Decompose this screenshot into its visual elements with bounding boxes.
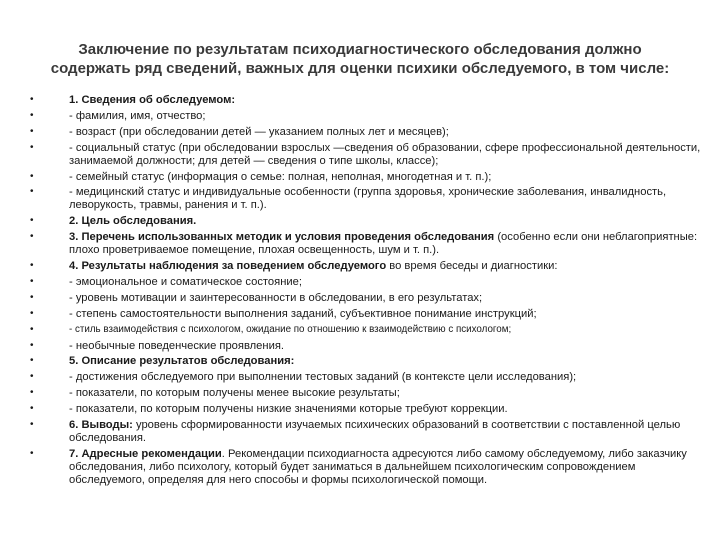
item-text: . Рекомендации психодиагноста адресуются либо самому обследуемому, либо заказчику обследования, либо психологу, который будет заниматься в дальнейшем психологическим сопровождением обследуемого, определяя для него способы и формы психологической помощи. [69,447,687,486]
title-line-1: Заключение по результатам психодиагностического обследования должно [78,41,642,58]
list-item [30,276,702,289]
bullet-icon: • [30,355,34,367]
bullet-icon: • [30,109,34,121]
item-heading: 2. Цель обследования. [69,215,197,228]
item-text: - достижения обследуемого при выполнении тестовых заданий (в контексте цели исследования); [69,371,577,384]
item-heading: 1. Сведения об обследуемом: [69,94,236,106]
bullet-icon: • [30,231,34,243]
list-item [30,231,702,257]
bullet-icon: • [30,186,34,198]
conclusion-requirements-list [30,94,702,490]
list-item [30,110,702,123]
item-text: - медицинский статус и индивидуальные особенности (группа здоровья, хронические заболевания, инвалидность, леворукость, травмы, ранения и т. п.). [69,186,667,212]
bullet-icon: • [30,141,34,153]
bullet-icon: • [30,291,34,303]
list-item [30,448,702,487]
list-item [30,324,702,337]
bullet-icon: • [30,170,34,182]
bullet-icon: • [30,307,34,319]
item-text: - необычные поведенческие проявления. [69,339,284,352]
bullet-icon: • [30,403,34,415]
item-text: - эмоциональное и соматическое состояние; [69,275,302,288]
list-item [30,387,702,400]
bullet-icon: • [30,371,34,383]
bullet-icon: • [30,94,34,105]
bullet-icon: • [30,447,34,459]
item-text: - показатели, по которым получены низкие значениями которые требуют коррекции. [69,403,508,416]
item-heading: 3. Перечень использованных методик и условия проведения обследования [69,231,495,244]
title-line-2: содержать ряд сведений, важных для оценки психики обследуемого, в том числе: [50,60,670,77]
list-item [30,94,702,107]
list-item [30,355,702,368]
list-item [30,215,702,228]
bullet-icon: • [30,259,34,271]
page-title [20,40,700,78]
item-heading: 4. Результаты наблюдения за поведением обследуемого [69,259,387,272]
item-text: - стиль взаимодействия с психологом, ожидание по отношению к взаимодействию с психологом; [69,323,512,335]
item-text: уровень сформированности изучаемых психических образований в соответствии с поставленной целью обследования. [69,419,681,444]
item-text: - возраст (при обследовании детей — указанием полных лет и месяцев); [69,125,449,138]
item-heading: 6. Выводы: [69,419,133,432]
bullet-icon: • [30,215,34,227]
item-text: - фамилия, имя, отчество; [69,109,206,122]
item-text: во время беседы и диагностики: [386,259,558,272]
list-item [30,403,702,416]
item-heading: 5. Описание результатов обследования: [69,355,295,368]
item-text: - уровень мотивации и заинтересованности в обследовании, в его результатах; [69,291,483,304]
item-text: - семейный статус (информация о семье: полная, неполная, многодетная и т. п.); [69,170,492,183]
item-text: - показатели, по которым получены менее высокие результаты; [69,387,400,400]
list-item [30,126,702,139]
list-item [30,419,702,445]
item-heading: 7. Адресные рекомендации [69,447,222,460]
list-item [30,260,702,273]
bullet-icon: • [30,125,34,137]
list-item [30,371,702,384]
list-item [30,171,702,184]
list-item [30,340,702,353]
bullet-icon: • [30,275,34,287]
list-item [30,308,702,321]
list-item [30,186,702,212]
item-text: - социальный статус (при обследовании взрослых —сведения об образовании, сфере профессиональной деятельности, занимаемой должности; для детей — сведения о типе школы, классе); [69,141,701,167]
item-text: (особенно если они неблагоприятные: плохо проветриваемое помещение, плохая освещенность, шум и т. п.). [69,231,698,257]
list-item [30,142,702,168]
list-item [30,292,702,305]
item-text: - степень самостоятельности выполнения заданий, субъективное понимание инструкций; [69,307,537,320]
bullet-icon: • [30,419,34,431]
bullet-icon: • [30,387,34,399]
bullet-icon: • [30,323,34,335]
bullet-icon: • [30,339,34,351]
